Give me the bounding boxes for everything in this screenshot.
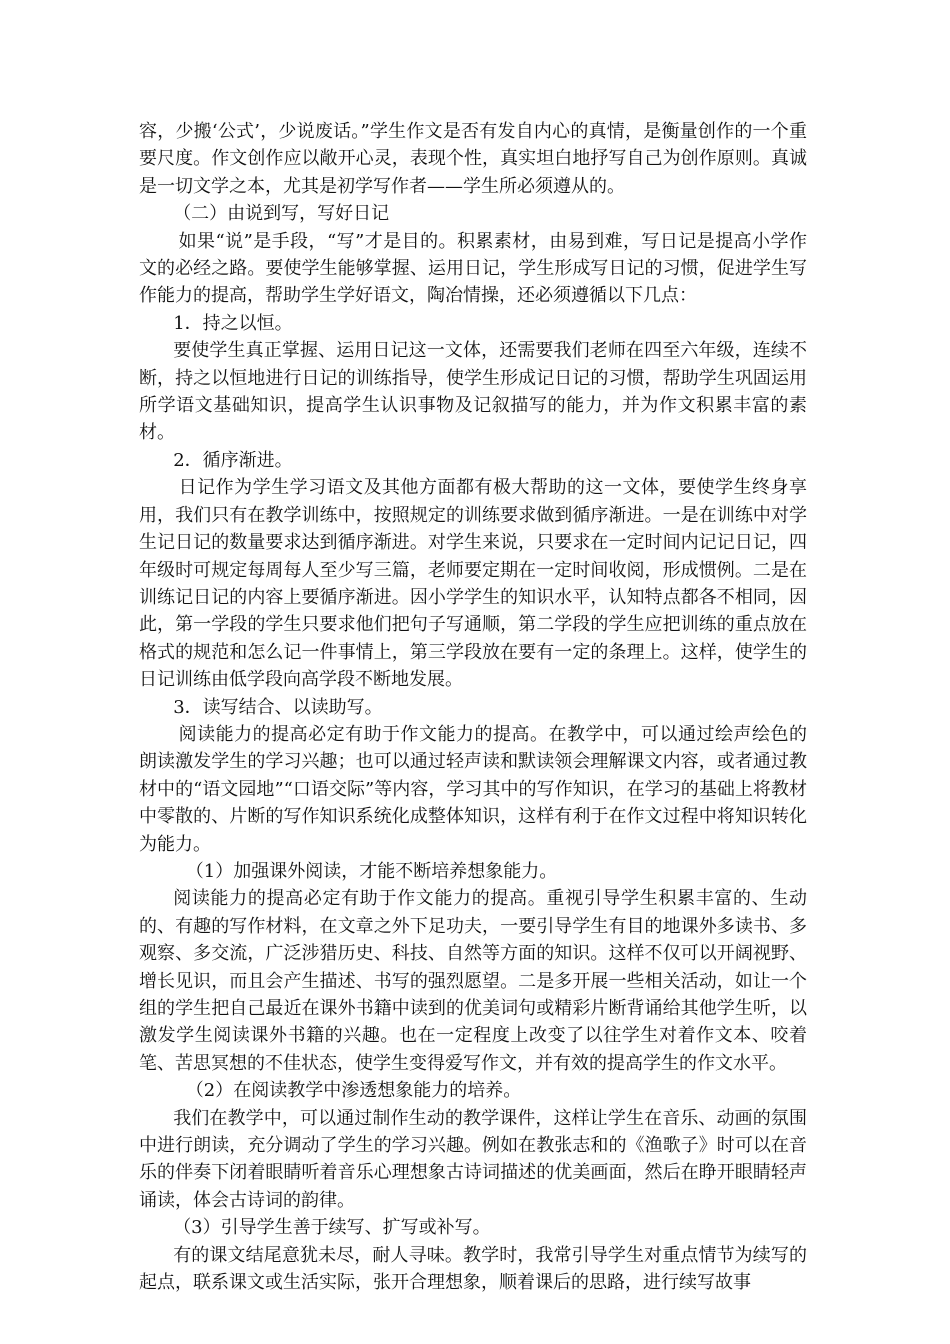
paragraph-extracurricular-reading: 阅读能力的提高必定有助于作文能力的提高。重视引导学生积累丰富的、生动的、有趣的写作材料，在文章之外下足功夫，一要引导学生有目的地课外多读书、多观察、多交流，广泛涉猎历史、科技、自然等方面的知识。这样不仅可以开阔视野、增长见识，而且会产生描述、书写的强烈愿望。二是多开展一些相关活动，如让一个组的学生把自己最近在课外书籍中读到的优美词句或精彩片断背诵给其他学生听，以激发学生阅读课外书籍的兴趣。也在一定程度上改变了以往学生对着作文本、咬着笔、苦思冥想的不佳状态，使学生变得爱写作文，并有效的提高学生的作文水平。	[139, 888, 807, 1074]
paragraph-imagination-in-reading: 我们在教学中，可以通过制作生动的教学课件，这样让学生在音乐、动画的氛围中进行朗读，充分调动了学生的学习兴趣。例如在教张志和的《渔歌子》时可以在音乐的伴奏下闭着眼睛听着音乐心理想象古诗词描述的优美画面，然后在睁开眼睛轻声诵读，体会古诗词的韵律。	[139, 1107, 807, 1211]
section-heading-diary: （二）由说到写，写好日记	[173, 203, 390, 225]
subheading-persistence: 1．持之以恒。	[173, 312, 293, 334]
document-body	[139, 118, 807, 1296]
subheading-reading-writing: 3．读写结合、以读助写。	[173, 696, 383, 718]
paragraph-continuation: 容，少搬‘公式’，少说废话。”学生作文是否有发自内心的真情，是衡量创作的一个重要尺度。作文创作应以敞开心灵，表现个性，真实坦白地抒写自己为创作原则。真诚是一切文学之本，尤其是初学写作者——学生所必须遵从的。	[139, 121, 807, 197]
subheading-imagination-in-reading: （2）在阅读教学中渗透想象能力的培养。	[185, 1080, 522, 1102]
paragraph-persistence: 要使学生真正掌握、运用日记这一文体，还需要我们老师在四至六年级，连续不断，持之以恒地进行日记的训练指导，使学生形成记日记的习惯，帮助学生巩固运用所学语文基础知识，提高学生认识事物及记叙描写的能力，并为作文积累丰富的素材。	[139, 340, 807, 444]
paragraph-diary-intro: 如果“说”是手段，“写”才是目的。积累素材，由易到难，写日记是提高小学作文的必经之路。要使学生能够掌握、运用日记，学生形成写日记的习惯，促进学生写作能力的提高，帮助学生学好语文，陶冶情操，还必须遵循以下几点：	[139, 230, 807, 307]
subheading-extracurricular-reading: （1）加强课外阅读，才能不断培养想象能力。	[185, 860, 558, 882]
paragraph-reading-writing: 阅读能力的提高必定有助于作文能力的提高。在教学中，可以通过绘声绘色的朗读激发学生的学习兴趣；也可以通过轻声读和默读领会理解课文内容，或者通过教材中的“语文园地”“口语交际”等内容，学习其中的写作知识，在学习的基础上将教材中零散的、片断的写作知识系统化成整体知识，这样有利于在作文过程中将知识转化为能力。	[139, 723, 807, 855]
subheading-gradual-progress: 2．循序渐进。	[173, 449, 293, 471]
subheading-continuation-writing: （3）引导学生善于续写、扩写或补写。	[173, 1217, 491, 1239]
paragraph-continuation-writing: 有的课文结尾意犹未尽，耐人寻味。教学时，我常引导学生对重点情节为续写的起点，联系课文或生活实际，张开合理想象，顺着课后的思路，进行续写故事	[139, 1244, 807, 1294]
paragraph-gradual-progress: 日记作为学生学习语文及其他方面都有极大帮助的这一文体，要使学生终身享用，我们只有在教学训练中，按照规定的训练要求做到循序渐进。一是在训练中对学生记日记的数量要求达到循序渐进。对学生来说，只要求在一定时间内记记日记，四年级时可规定每周每人至少写三篇，老师要定期在一定时间收阅，形成惯例。二是在训练记日记的内容上要循序渐进。因小学学生的知识水平，认知特点都各不相同，因此，第一学段的学生只要求他们把句子写通顺，第二学段的学生应把训练的重点放在格式的规范和怎么记一件事情上，第三学段放在要有一定的条理上。这样，使学生的日记训练由低学段向高学段不断地发展。	[139, 477, 807, 691]
